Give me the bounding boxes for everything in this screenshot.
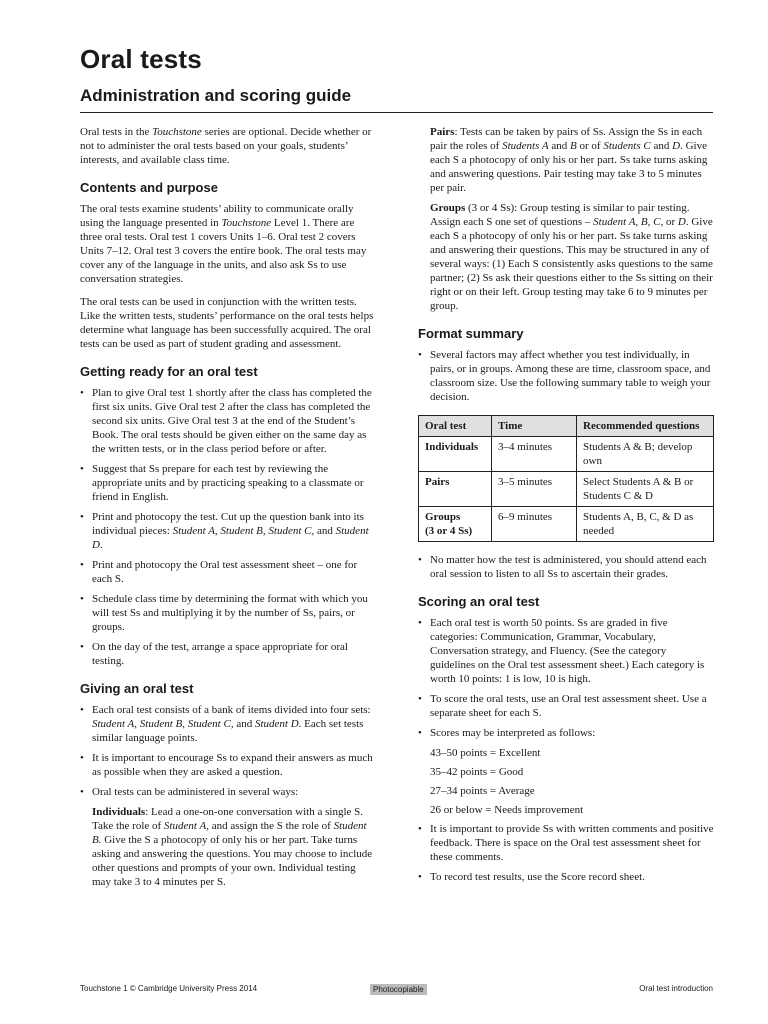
list-item: • To record test results, use the Score record sheet. <box>418 870 714 884</box>
intro-paragraph: Oral tests in the Touchstone series are optional. Decide whether or not to administer the oral tests based on your goals, students’ interests, and available class time. <box>80 126 372 166</box>
format-list-2 <box>418 553 714 581</box>
title-divider <box>80 112 713 113</box>
left-column <box>80 125 376 895</box>
list-item: • On the day of the test, arrange a space appropriate for oral testing. <box>80 640 376 668</box>
giving-list <box>80 703 376 799</box>
list-item: • Print and photocopy the Oral test assessment sheet – one for each S. <box>80 558 376 586</box>
format-list <box>418 348 714 404</box>
page-subtitle: Administration and scoring guide <box>80 86 352 105</box>
table-cell: Students A & B; develop own <box>577 437 714 472</box>
list-item: • Schedule class time by determining the format with which you will test Ss and multiplying it by the number of Ss, pairs, or groups. <box>80 592 376 634</box>
table-header-cell: Recommended questions <box>577 416 714 437</box>
table-cell: Individuals <box>419 437 492 472</box>
list-item: • Oral tests can be administered in several ways: <box>80 785 376 799</box>
format-heading: Format summary <box>418 326 524 341</box>
photocopiable-badge: Photocopiable <box>370 984 427 995</box>
score-band: 35–42 points = Good <box>430 766 524 778</box>
page-title: Oral tests <box>80 44 202 74</box>
getting-ready-heading: Getting ready for an oral test <box>80 364 258 379</box>
table-cell: 6–9 minutes <box>492 507 577 542</box>
score-band: 27–34 points = Average <box>430 785 535 797</box>
table-cell: Students A, B, C, & D as needed <box>577 507 714 542</box>
footer-section-label: Oral test introduction <box>639 984 713 993</box>
table-header-cell: Oral test <box>419 416 492 437</box>
table-row <box>419 437 714 472</box>
table-cell: 3–5 minutes <box>492 472 577 507</box>
list-item: • Each oral test is worth 50 points. Ss are graded in five categories: Communication, Grammar, Vocabulary, Conversation strategy, and Fluency. (See the category guidelines on the Oral test assessment sheet.) Each category is worth 10 points: 1 is low, 10 is high. <box>418 616 714 686</box>
table-cell: Pairs <box>419 472 492 507</box>
list-item: • To score the oral tests, use an Oral test assessment sheet. Use a separate sheet for each S. <box>418 692 714 720</box>
scoring-list <box>418 616 714 740</box>
table-header-cell: Time <box>492 416 577 437</box>
individuals-paragraph: Individuals: Lead a one-on-one conversation with a single S. Take the role of Student A, and assign the S the role of Student B. Give the S a photocopy of only his or her part. Take turns asking and answering the questions. You may choose to include other questions and prompts of your own. Individual testing may take 3 to 4 minutes per S. <box>92 806 373 888</box>
table-cell: Groups (3 or 4 Ss) <box>419 507 492 542</box>
list-item: • It is important to encourage Ss to expand their answers as much as possible when they are asked a question. <box>80 751 376 779</box>
score-band: 26 or below = Needs improvement <box>430 804 584 816</box>
list-item: • It is important to provide Ss with written comments and positive feedback. There is space on the Oral test assessment sheet for these comments. <box>418 822 714 864</box>
groups-paragraph: Groups (3 or 4 Ss): Group testing is similar to pair testing. Assign each S one set of questions – Student A, B, C, or D. Give each S a photocopy of only his or her part. Ss take turns asking and answering their questions. This may be structured in any of several ways: (1) Each S consistently asks questions to the same partner; (2) Ss ask their questions either to the Ss sitting on their right or on their left. Group testing may take 6 to 9 minutes per group. <box>430 202 713 312</box>
score-band: 43–50 points = Excellent <box>430 747 541 759</box>
contents-paragraph-1: The oral tests examine students’ ability to communicate orally using the language presented in Touchstone Level 1. There are three oral tests. Oral test 1 covers Units 1–6. Oral test 2 covers Units 7–12. Oral test 3 covers the entire book. The oral tests may cover any of the language in the units, and also ask Ss to use conversation strategies. <box>80 203 367 285</box>
list-item: • Print and photocopy the test. Cut up the question bank into its individual pieces: Student A, Student B, Student C, and Student D. <box>80 510 376 552</box>
table-row <box>419 472 714 507</box>
giving-heading: Giving an oral test <box>80 681 194 696</box>
table-header-row <box>419 416 714 437</box>
list-item: • Several factors may affect whether you test individually, in pairs, or in groups. Among these are time, classroom space, and classroom size. Use the following summary table to weigh your decision. <box>418 348 714 404</box>
list-item: • Suggest that Ss prepare for each test by reviewing the appropriate units and by practicing speaking to a classmate or friend in English. <box>80 462 376 504</box>
right-column <box>418 125 714 890</box>
list-item: • Plan to give Oral test 1 shortly after the class has completed the first six units. Give Oral test 2 after the class has completed the second six units. Give Oral test 3 at the end of the Student’s Book. The oral tests should be given either on the same day as the written tests, or in the class period before or after. <box>80 386 376 456</box>
getting-ready-list <box>80 386 376 668</box>
pairs-paragraph: Pairs: Tests can be taken by pairs of Ss. Assign the Ss in each pair the roles of Students A and B or of Students C and D. Give each S a photocopy of only his or her part. Ss take turns asking and answering questions. Pair testing may take 3 to 5 minutes per pair. <box>430 126 708 194</box>
contents-heading: Contents and purpose <box>80 180 218 195</box>
table-row <box>419 507 714 542</box>
format-table <box>418 415 714 542</box>
scoring-heading: Scoring an oral test <box>418 594 540 609</box>
list-item: • Scores may be interpreted as follows: <box>418 726 714 740</box>
table-cell: Select Students A & B or Students C & D <box>577 472 714 507</box>
contents-paragraph-2: The oral tests can be used in conjunction with the written tests. Like the written tests, students’ performance on the oral tests helps determine what language has been successfully acquired. The oral tests can be used as part of student grading and assessment. <box>80 296 374 350</box>
list-item: • No matter how the test is administered, you should attend each oral session to listen to all Ss to ascertain their grades. <box>418 553 714 581</box>
footer-copyright: Touchstone 1 © Cambridge University Press 2014 <box>80 984 258 993</box>
table-cell: 3–4 minutes <box>492 437 577 472</box>
list-item: • Each oral test consists of a bank of items divided into four sets: Student A, Student B, Student C, and Student D. Each set tests similar language points. <box>80 703 376 745</box>
scoring-list-2 <box>418 822 714 884</box>
